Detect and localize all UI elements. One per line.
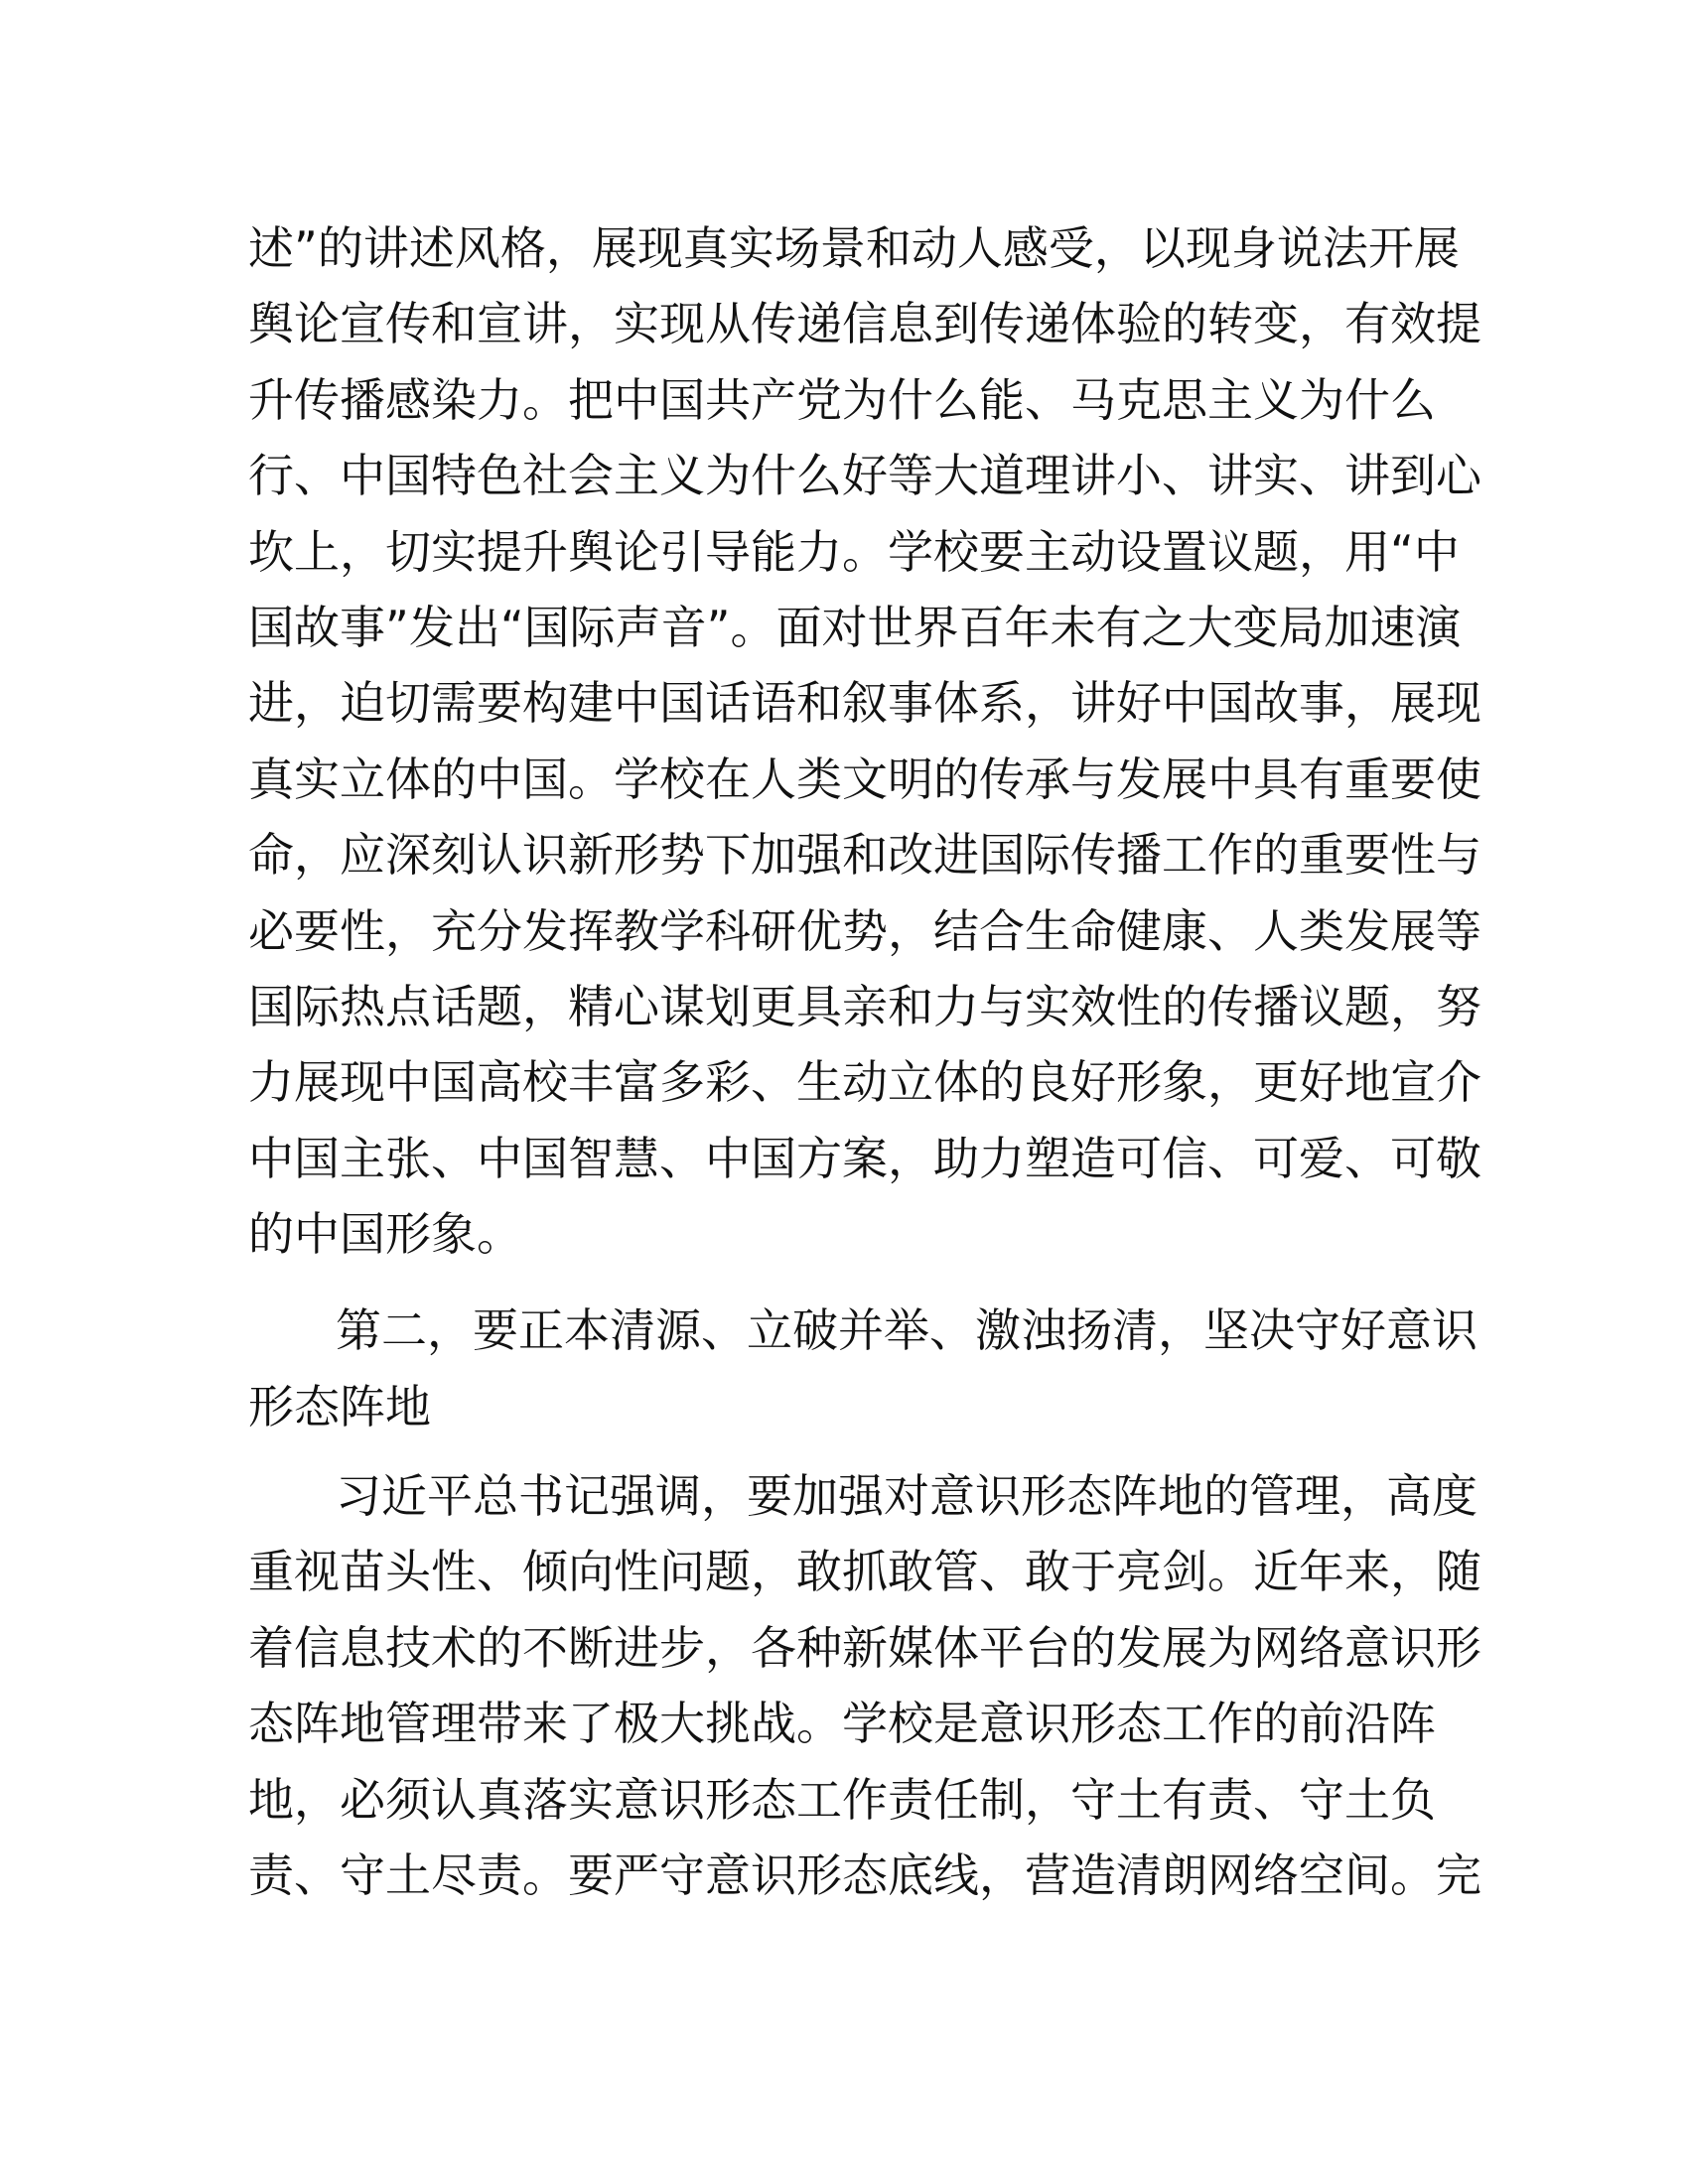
text-line: 必要性，充分发挥教学科研优势，结合生命健康、人类发展等 [248,904,1481,958]
text-line: 习近平总书记强调，要加强对意识形态阵地的管理，高度 [336,1469,1477,1523]
text-line: 进，迫切需要构建中国话语和叙事体系，讲好中国故事，展现 [248,676,1481,730]
text-line: 的中国形象。 [248,1207,522,1261]
text-line: 着信息技术的不断进步，各种新媒体平台的发展为网络意识形 [248,1621,1481,1675]
text-line: 重视苗头性、倾向性问题，敢抓敢管、敢于亮剑。近年来，随 [248,1545,1481,1598]
text-line: 坎上，切实提升舆论引导能力。学校要主动设置议题，用“中 [248,525,1460,579]
text-line: 舆论宣传和宣讲，实现从传递信息到传递体验的转变，有效提 [248,297,1481,350]
text-line: 国际热点话题，精心谋划更具亲和力与实效性的传播议题，努 [248,980,1481,1033]
text-line: 地，必须认真落实意识形态工作责任制，守土有责、守土负 [248,1773,1436,1827]
text-line: 态阵地管理带来了极大挑战。学校是意识形态工作的前沿阵 [248,1697,1436,1750]
text-line: 力展现中国高校丰富多彩、生动立体的良好形象，更好地宣介 [248,1055,1481,1109]
text-line: 责、守土尽责。要严守意识形态底线，营造清朗网络空间。完 [248,1848,1481,1902]
text-line: 命，应深刻认识新形势下加强和改进国际传播工作的重要性与 [248,828,1481,882]
text-line: 国故事”发出“国际声音”。面对世界百年未有之大变局加速演 [248,601,1462,654]
text-line: 述”的讲述风格，展现真实场景和动人感受，以现身说法开展 [248,221,1460,275]
text-line: 真实立体的中国。学校在人类文明的传承与发展中具有重要使 [248,752,1481,806]
heading-line: 形态阵地 [248,1380,431,1433]
text-line: 中国主张、中国智慧、中国方案，助力塑造可信、可爱、可敬 [248,1132,1481,1185]
text-line: 升传播感染力。把中国共产党为什么能、马克思主义为什么 [248,373,1436,427]
heading-line: 第二，要正本清源、立破并举、激浊扬清，坚决守好意识 [336,1303,1477,1357]
text-line: 行、中国特色社会主义为什么好等大道理讲小、讲实、讲到心 [248,449,1481,502]
